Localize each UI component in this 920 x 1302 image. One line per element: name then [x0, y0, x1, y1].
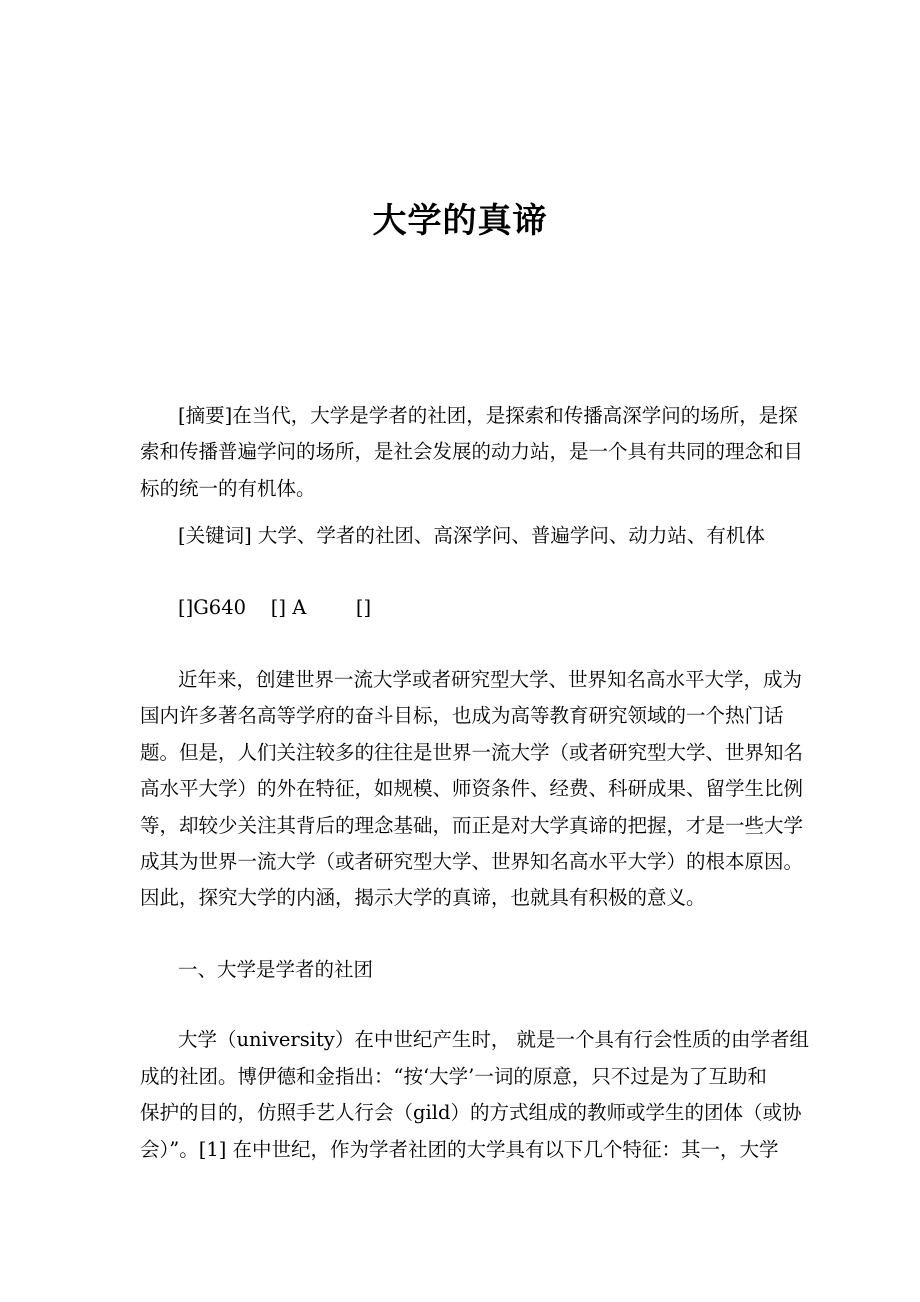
section-heading: 一、大学是学者的社团 [178, 958, 374, 981]
document-title: 大学的真谛 [372, 201, 548, 241]
paragraph-line: 会）”。[1] 在中世纪，作为学者社团的大学具有以下几个特征：其一，大学 [140, 1138, 779, 1161]
paragraph-line: 因此，探究大学的内涵，揭示大学的真谛，也就具有积极的意义。 [140, 886, 706, 909]
paragraph-line: 等，却较少关注其背后的理念基础，而正是对大学真谛的把握，才是一些大学 [140, 814, 804, 837]
abstract-line: 标的统一的有机体。 [140, 477, 316, 500]
paragraph-line: 高水平大学）的外在特征，如规模、师资条件、经费、科研成果、留学生比例 [140, 777, 804, 800]
paragraph-line: 题。但是，人们关注较多的往往是世界一流大学（或者研究型大学、世界知名 [140, 741, 804, 764]
paragraph-line: 国内许多著名高等学府的奋斗目标，也成为高等教育研究领域的一个热门话 [140, 704, 784, 727]
classification-line: []G640 [] A [] [178, 596, 372, 619]
paragraph-line: 近年来，创建世界一流大学或者研究型大学、世界知名高水平大学，成为 [178, 668, 803, 691]
paragraph-line: 保护的目的，仿照手艺人行会（gild）的方式组成的教师或学生的团体（或协 [140, 1101, 802, 1124]
abstract-line: [摘要]在当代，大学是学者的社团，是探索和传播高深学问的场所，是探 [178, 404, 798, 427]
paragraph-line: 成其为世界一流大学（或者研究型大学、世界知名高水平大学）的根本原因。 [140, 850, 804, 873]
keywords: [关键词] 大学、学者的社团、高深学问、普遍学问、动力站、有机体 [178, 524, 765, 547]
paragraph-line: 大学（university）在中世纪产生时， 就是一个具有行会性质的由学者组 [178, 1028, 810, 1051]
paragraph-line: 成的社团。博伊德和金指出：“按‘大学’一词的原意，只不过是为了互助和 [140, 1065, 767, 1088]
abstract-line: 索和传播普遍学问的场所，是社会发展的动力站，是一个具有共同的理念和目 [140, 440, 804, 463]
